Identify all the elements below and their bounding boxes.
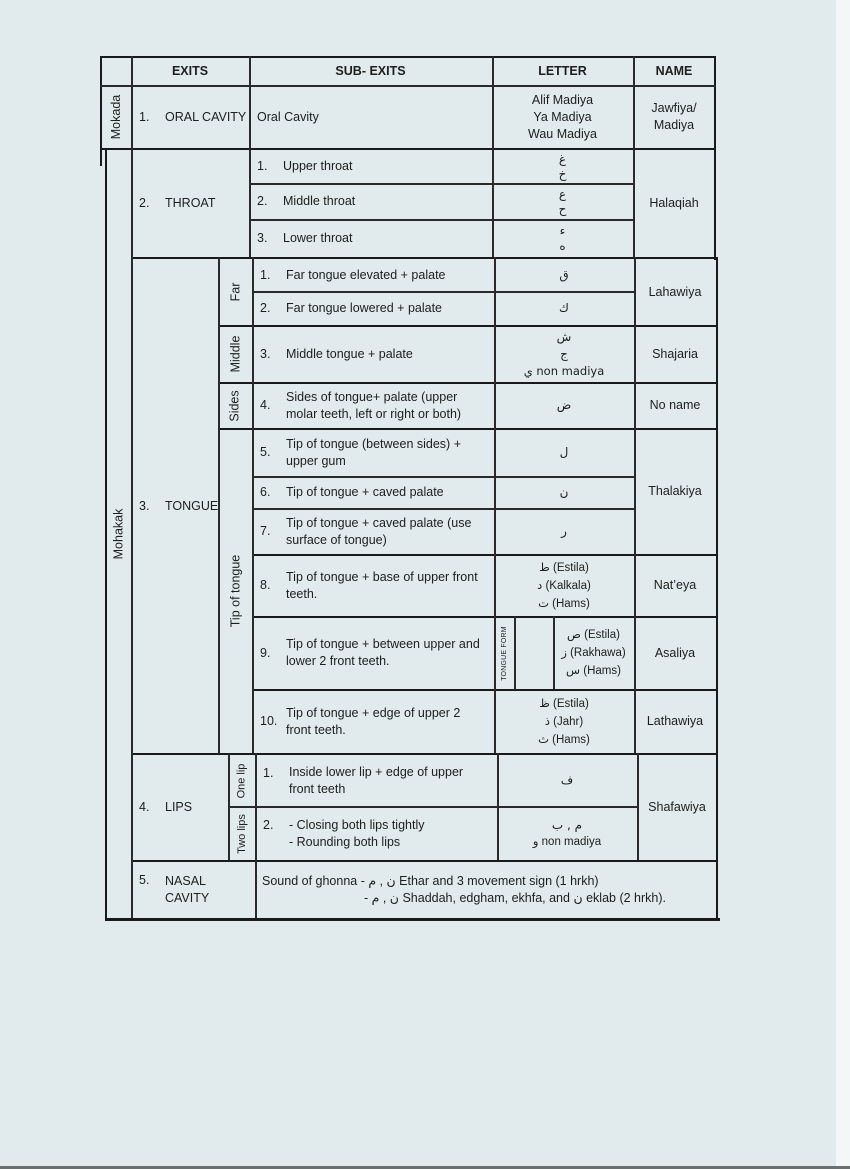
nasal-line-1: Sound of ghonna - ن , م Ethar and 3 movement sign (1 hrkh) — [262, 874, 599, 888]
header-name: NAME — [655, 63, 693, 78]
header-sub-exits: SUB- EXITS — [335, 63, 406, 78]
letters-tongue-3: ش ج ي non madiya — [523, 329, 605, 378]
letters-middle-throat: ع ح — [558, 186, 567, 216]
sub-tongue-4: 4. Sides of tongue+ palate (upper molar teeth, left or right or both) — [260, 389, 462, 421]
nasal-description — [255, 862, 717, 918]
letters-tongue-8: ط (Estila) د (Kalkala) ت (Hams) — [537, 561, 591, 610]
name-thalakiya: Thalakiya — [648, 484, 702, 498]
name-asaliya: Asaliya — [654, 645, 696, 660]
letters-lips-1: ف — [560, 773, 574, 787]
name-nateya: Nat’eya — [653, 578, 697, 592]
letters-tongue-9: ص (Estila) ز (Rakhawa) س (Hams) — [561, 629, 626, 677]
sub-tongue-6: 6. Tip of tongue + caved palate — [260, 485, 444, 499]
sub-tongue-1: 1. Far tongue elevated + palate — [260, 267, 446, 282]
letters-lips-2: م , ب و non madiya — [532, 817, 602, 848]
sub-tongue-9: 9. Tip of tongue + between upper and lower 2 front teeth. — [260, 637, 480, 668]
exit-oral-cavity: 1. ORAL CAVITY — [139, 109, 247, 124]
letters-tongue-1: ق — [559, 267, 569, 282]
sub-lips-2: 2. - Closing both lips tightly - Rounding both lips — [263, 817, 425, 849]
nasal-line-2: - ن , م Shaddah, edgham, ekhfa, and ن eklab (2 hrkh). — [364, 891, 666, 905]
name-lahawiya: Lahawiya — [648, 284, 702, 299]
sub-middle-throat: 2. Middle throat — [257, 194, 356, 208]
sub-lower-throat: 3. Lower throat — [257, 231, 353, 245]
part-middle: Middle — [228, 335, 243, 373]
part-far: Far — [228, 282, 242, 302]
group-mokada: Mokada — [109, 94, 124, 140]
sub-tongue-3: 3. Middle tongue + palate — [260, 346, 413, 361]
letters-upper-throat: غ خ — [558, 151, 567, 181]
letters-lower-throat: ء ه — [559, 223, 566, 253]
sub-tongue-7: 7. Tip of tongue + caved palate (use surface of tongue) — [260, 515, 472, 547]
letters-tongue-4: ض — [556, 398, 572, 412]
name-shajaria: Shajaria — [652, 346, 698, 361]
sub-tongue-2: 2. Far tongue lowered + palate — [260, 301, 443, 315]
header-letter: LETTER — [538, 63, 587, 78]
exit-throat: 2. THROAT — [139, 196, 216, 210]
letters-tongue-7: ر — [561, 524, 567, 538]
part-two-lips: Two lips — [235, 813, 248, 854]
exit-tongue: 3. TONGUE — [139, 498, 219, 513]
sub-lips-1: 1. Inside lower lip + edge of upper front teeth — [263, 764, 464, 796]
part-one-lip: One lip — [235, 763, 248, 798]
name-jawfiya: Jawfiya/ Madiya — [651, 101, 697, 132]
page-edge — [836, 0, 850, 1169]
name-halaqiah: Halaqiah — [649, 196, 699, 210]
sub-tongue-5: 5. Tip of tongue (between sides) + upper gum — [260, 436, 461, 468]
exit-nasal-cavity: 5. NASAL CAVITY — [139, 873, 210, 905]
letters-tongue-10: ظ (Estila) ذ (Jahr) ث (Hams) — [538, 697, 590, 746]
sub-upper-throat: 1. Upper throat — [257, 159, 353, 173]
name-shafawiya: Shafawiya — [648, 800, 706, 814]
sub-tongue-10: 10. Tip of tongue + edge of upper 2 front teeth. — [260, 705, 461, 737]
name-lathawiya: Lathawiya — [646, 714, 704, 728]
header-exits: EXITS — [171, 63, 209, 78]
tongue-form-label: TONGUE FORM — [500, 625, 508, 681]
exit-lips: 4. LIPS — [139, 800, 193, 814]
part-tip-of-tongue: Tip of tongue — [228, 554, 243, 628]
letters-tongue-6: ن — [559, 485, 569, 499]
group-mohakak: Mohakak — [111, 508, 126, 560]
letters-tongue-5: ل — [559, 445, 569, 459]
sub-tongue-8: 8. Tip of tongue + base of upper front teeth. — [260, 569, 478, 601]
sub-oral-cavity: Oral Cavity — [257, 109, 319, 124]
name-no-name: No name — [649, 398, 701, 412]
letters-tongue-2: ك — [559, 301, 569, 315]
letters-oral: Alif Madiya Ya Madiya Wau Madiya — [527, 92, 597, 141]
part-sides: Sides — [228, 389, 242, 422]
